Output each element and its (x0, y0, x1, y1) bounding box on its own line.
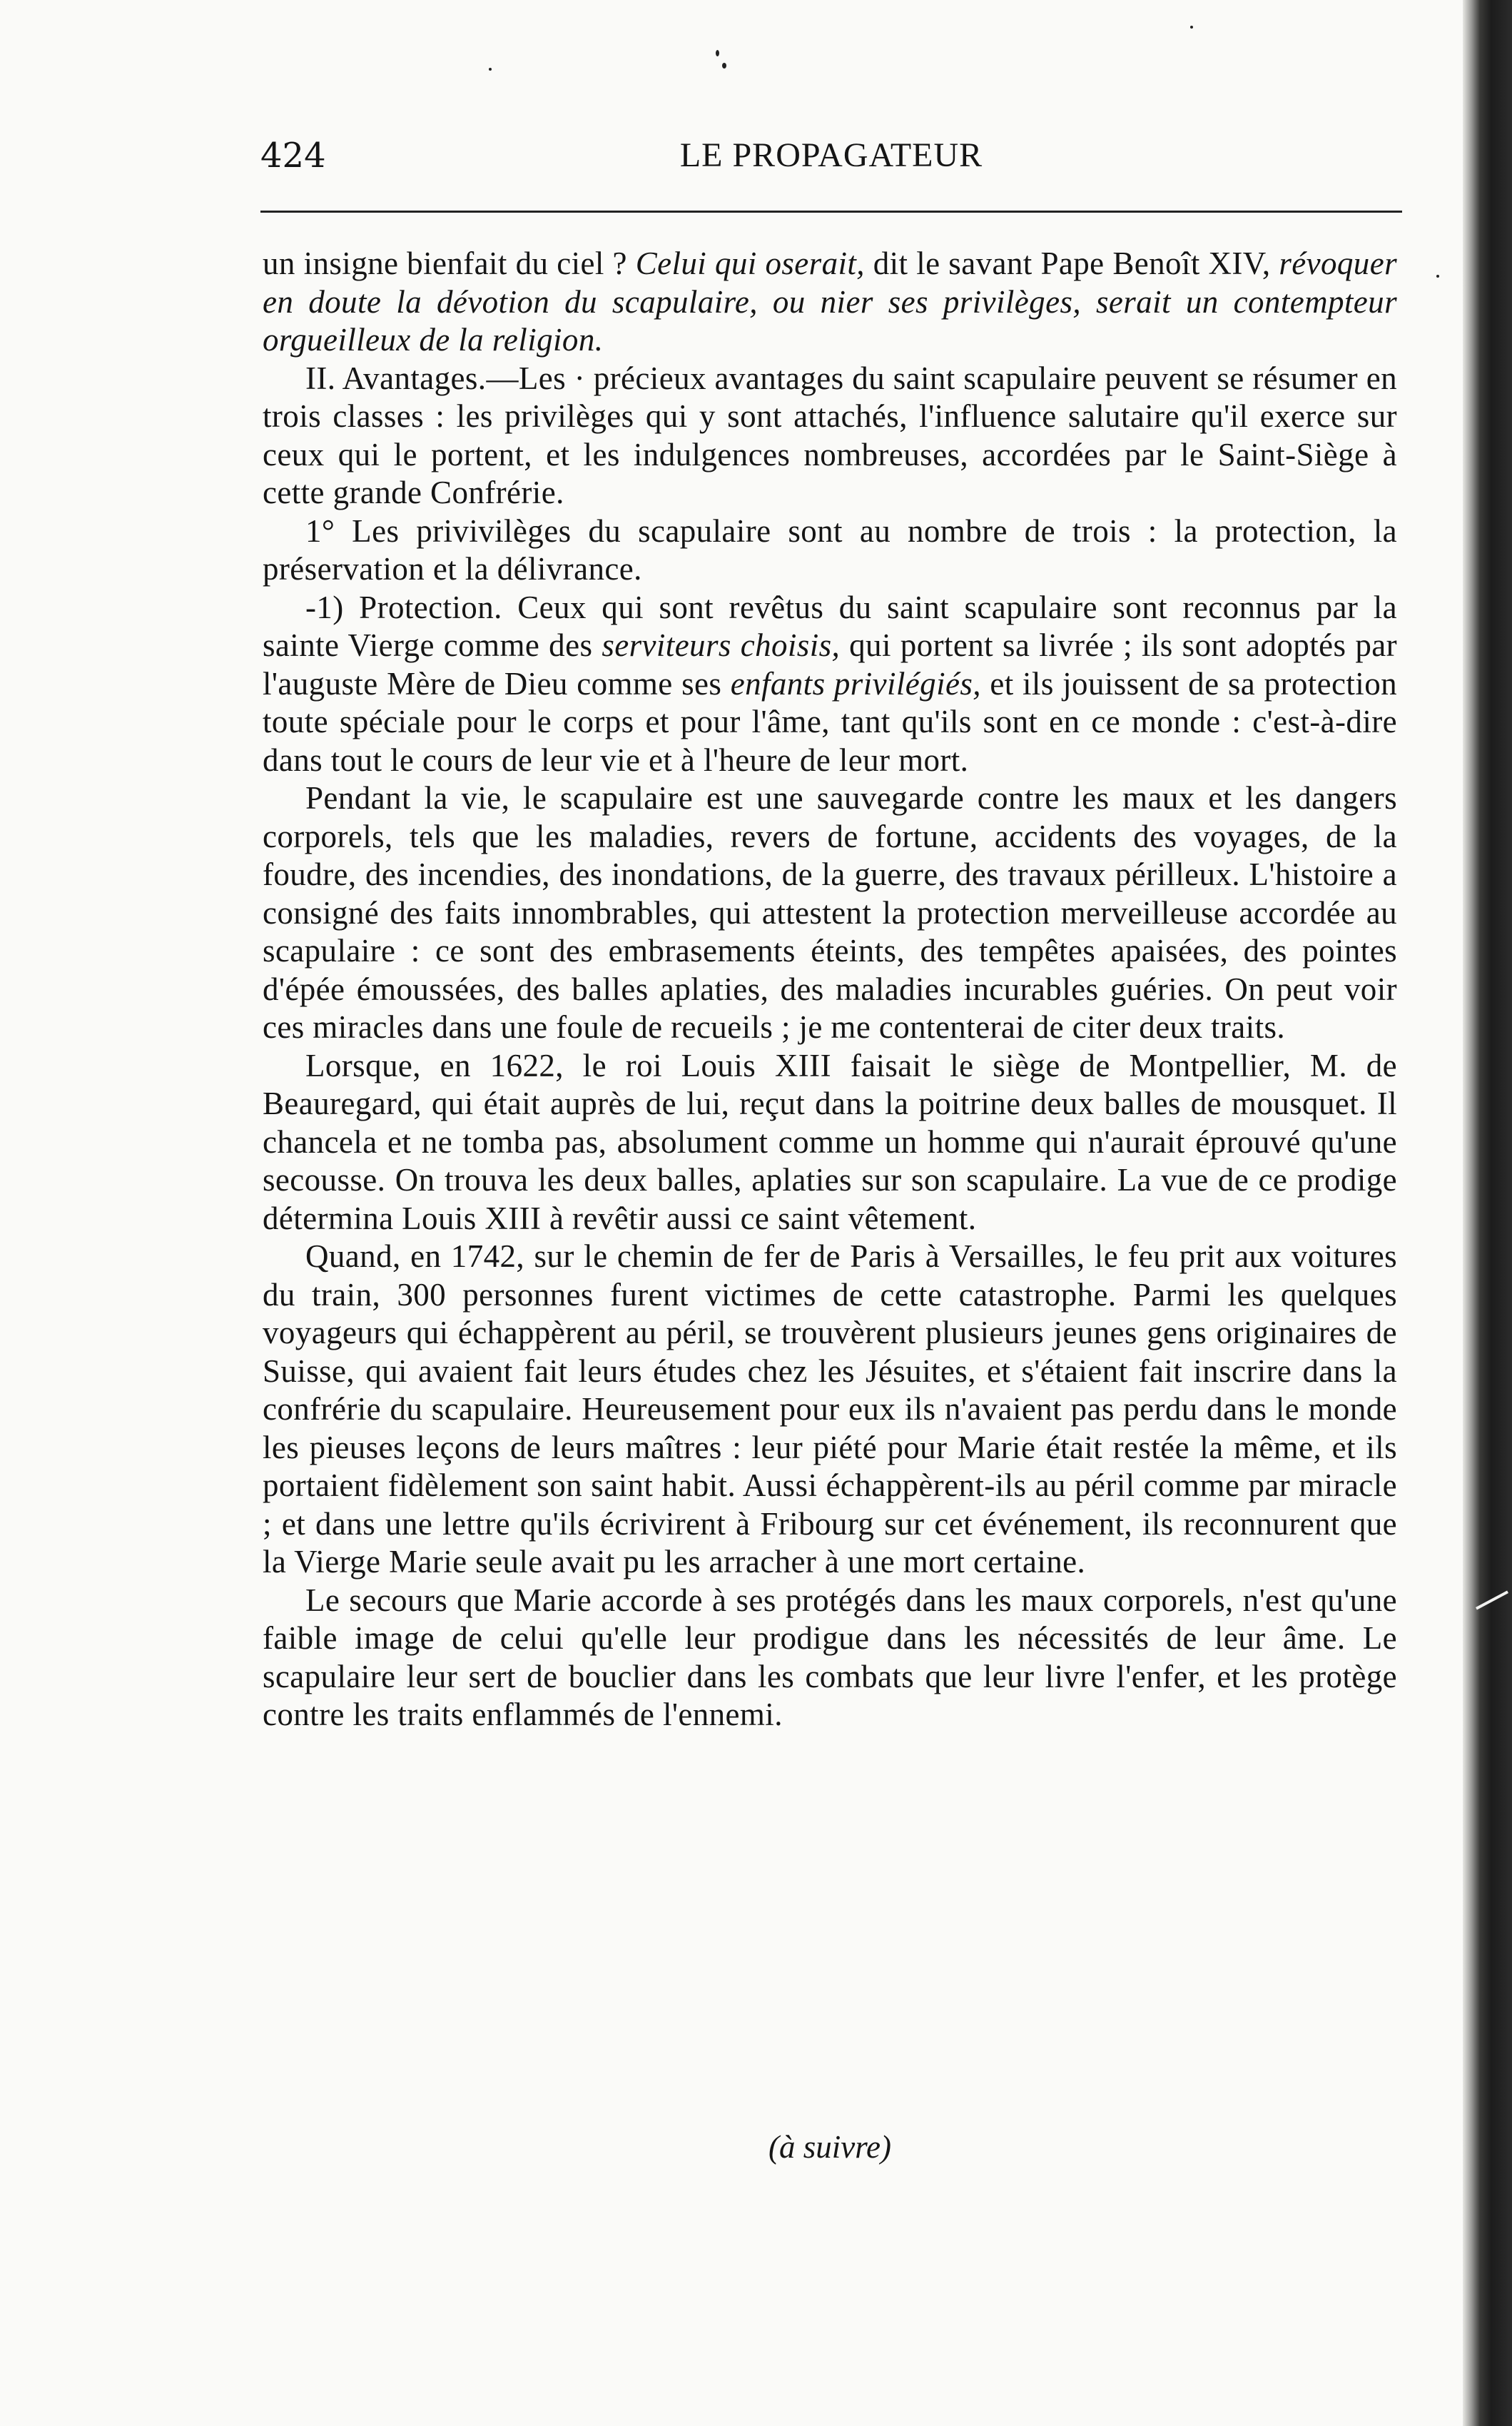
paragraph-advantages: II. Avantages.—Les · précieux avantages du saint scapulaire peuvent se résumer en trois classes : les privilèges qui y sont attachés, l'influence salutaire qu'il exerce sur ceux qui le portent, et les indulgences nombreuses, accordées par le Saint-Siège à cette grande Confrérie. (263, 360, 1397, 510)
paragraph-montpellier: Lorsque, en 1622, le roi Louis XIII faisait le siège de Montpellier, M. de Beauregard, qui était auprès de lui, reçut dans la poitrine deux balles de mousquet. Il chancela et ne tomba pas, absolument comme un homme qui n'aurait éprouvé qu'une secousse. On trouva les deux balles, aplaties sur son scapulaire. La vue de ce prodige détermina Louis XIII à revêtir aussi ce saint vêtement. (263, 1047, 1397, 1236)
page-number: 424 (260, 136, 326, 176)
page-header (260, 127, 1402, 184)
to-be-continued: (à suivre) (768, 2129, 892, 2165)
ink-speck (722, 63, 726, 69)
paragraph-soul: Le secours que Marie accorde à ses protégés dans les maux corporels, n'est qu'une faible image de celui qu'elle leur prodigue dans les nécessités de leur âme. Le scapulaire leur sert de bouclier dans les combats que leur livre l'enfer, et les protège contre les traits enflammés de l'ennemi. (263, 1582, 1397, 1732)
text-run: un insigne bienfait du ciel ? (263, 246, 636, 281)
ink-speck (1190, 26, 1193, 29)
paragraph-versailles: Quand, en 1742, sur le chemin de fer de Paris à Versailles, le feu prit aux voitures du train, 300 personnes furent victimes de cette catastrophe. Parmi les quelques voyageurs qui échappèrent au péril, se trouvèrent plusieurs jeunes gens originaires de Suisse, qui avaient fait leurs études chez les Jésuites, et s'étaient fait inscrire dans la confrérie du scapulaire. Heureusement pour eux ils n'avaient pas perdu dans le monde les pieuses leçons de leurs maîtres : leur piété pour Marie était restée la même, et ils portaient fidèlement son saint habit. Aussi échappèrent-ils au péril comme par miracle ; et dans une lettre qu'ils écrivirent à Fribourg sur cet événement, ils reconnurent que la Vierge Marie seule avait pu les arracher à une mort certaine. (263, 1238, 1397, 1580)
page-edge-shadow (1463, 0, 1512, 2426)
italic-term: enfants privilégiés, (730, 665, 981, 702)
paragraph-privileges: 1° Les privivilèges du scapulaire sont au nombre de trois : la protection, la préservation et la délivrance. (263, 512, 1397, 587)
header-rule (260, 211, 1402, 213)
ink-speck (716, 50, 719, 56)
text-run: dit le savant Pape Benoît XIV, (864, 246, 1279, 281)
paragraph-protection (263, 589, 1397, 780)
paragraph-during-life: Pendant la vie, le scapulaire est une sauvegarde contre les maux et les dangers corporels, tels que les maladies, revers de fortune, accidents des voyages, de la foudre, des incendies, des inondations, de la guerre, des travaux périlleux. L'histoire a consigné des faits innombrables, qui attestent la protection merveilleuse accordée au scapulaire : ce sont des embrasements éteints, des tempêtes apaisées, des pointes d'épée émoussées, des balles aplaties, des maladies incurables guéries. On peut voir ces miracles dans une foule de recueils ; je me contenterai de citer deux traits. (263, 780, 1397, 1045)
text-run: -1) Protection. Ceux qui sont revêtus du saint scapulaire sont reconnus par la sainte Vierge comme des (263, 589, 1397, 663)
ink-speck (489, 68, 492, 71)
article-body (263, 245, 1397, 1734)
paragraph-continuation (263, 245, 1397, 360)
italic-quote: Celui qui oserait, (635, 246, 865, 281)
text-run: et ils jouissent de sa protection toute spéciale pour le corps et pour l'âme, tant qu'ils sont en ce monde : c'est-à-dire dans tout le cours de leur vie et à l'heure de leur mort. (263, 665, 1397, 778)
italic-quote: révoquer en doute la dévotion du scapulaire, ou nier ses privilèges, serait un contempteur orgueilleux de la religion. (263, 246, 1397, 358)
running-title: LE PROPAGATEUR (679, 136, 983, 174)
ink-speck (1436, 275, 1439, 278)
text-run: qui portent sa livrée ; ils sont adoptés par l'auguste Mère de Dieu comme ses (263, 627, 1398, 702)
italic-term: serviteurs choisis, (602, 627, 841, 663)
